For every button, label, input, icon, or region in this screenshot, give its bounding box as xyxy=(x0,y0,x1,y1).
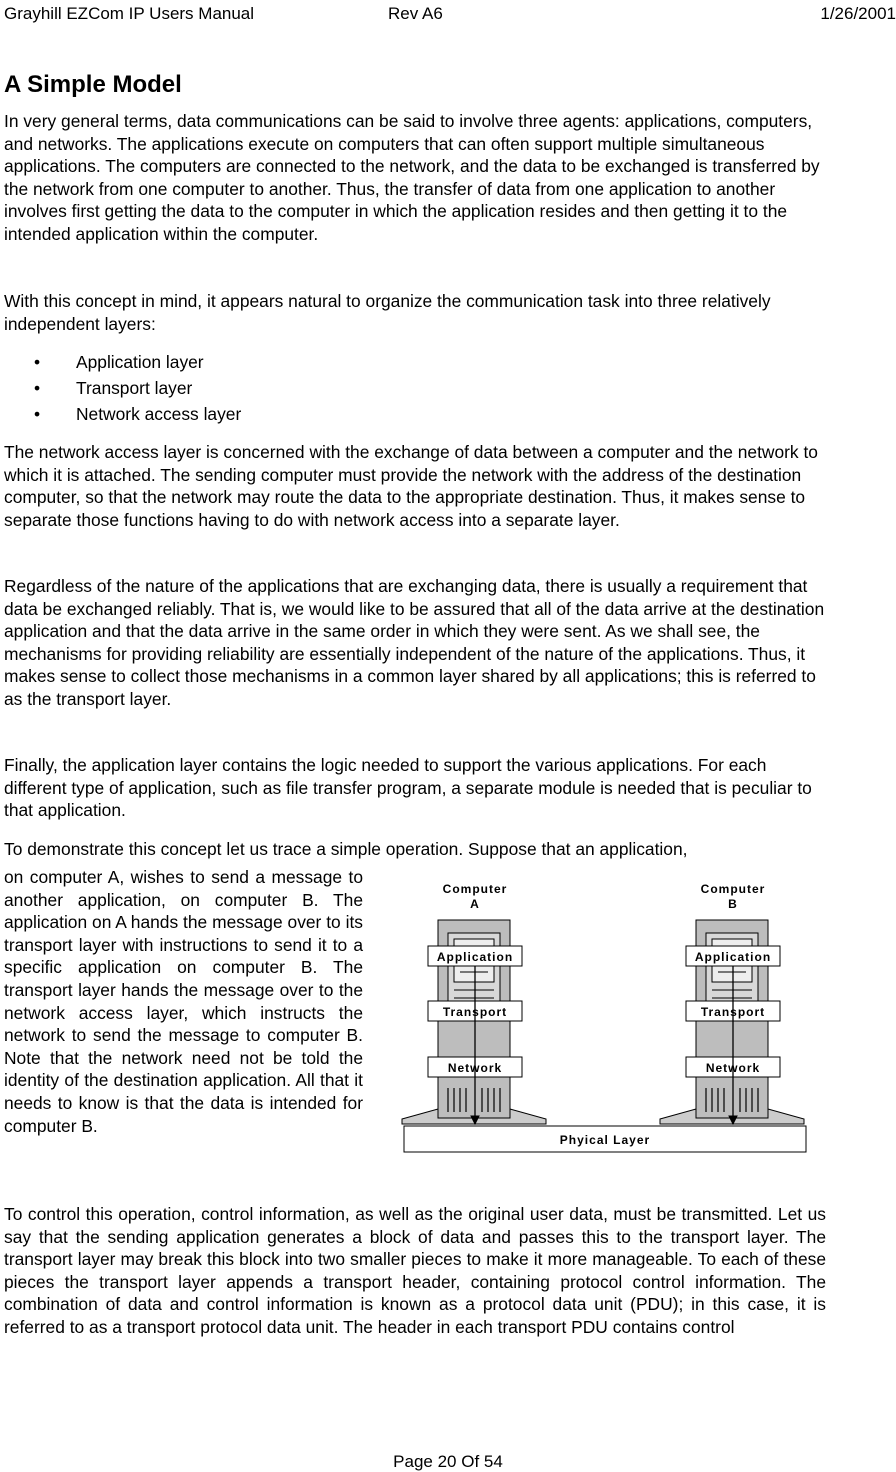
header-revision: Rev A6 xyxy=(388,4,443,23)
computer-a-id: A xyxy=(470,897,480,911)
paragraph-control-info: To control this operation, control information, as well as the original user data, must be transmitted. Let us say that the sending application generates a block of data and passes this to the transport layer. The transport layer may break this block into two smaller pieces to make it more manageable. To each of these pieces the transport layer appends a transport header, containing protocol control information. The combination of data and control information is known as a protocol data unit (PDU); in this case, it is referred to as a transport protocol data unit. The header in each transport PDU contains control xyxy=(4,1204,826,1337)
bullet-icon: • xyxy=(34,404,41,424)
computer-b-application-layer: Application xyxy=(694,950,772,964)
header-manual-title: Grayhill EZCom IP Users Manual xyxy=(4,4,255,23)
bullet-icon: • xyxy=(34,352,41,372)
bullet-item xyxy=(34,403,241,426)
bullet-label: Transport layer xyxy=(76,378,193,398)
paragraph-intro: In very general terms, data communications can be said to involve three agents: applications, computers, and networks. The applications execute on computers that can often support multiple simultaneous applications. The computers are connected to the network, and the data to be exchanged is transferred by the network from one computer to another. Thus, the transfer of data from one application to another involves first getting the data to the computer in which the application resides and then getting it to the intended application within the computer. xyxy=(4,111,820,244)
layer-diagram xyxy=(398,880,808,1160)
paragraph-transport: Regardless of the nature of the applications that are exchanging data, there is usually a requirement that data be exchanged reliably. That is, we would like to be assured that all of the data arrive at the destination application and that the data arrive in the same order in which they were sent. As we shall see, the mechanisms for providing reliability are essentially independent of the nature of the applications. Thus, it makes sense to collect those mechanisms in a common layer shared by all applications; this is referred to as the transport layer. xyxy=(4,576,825,709)
bullet-label: Network access layer xyxy=(76,404,242,424)
computer-a-network-layer: Network xyxy=(447,1061,503,1075)
page-number: Page 20 Of 54 xyxy=(393,1452,503,1471)
computer-b-transport-layer: Transport xyxy=(700,1005,766,1019)
paragraph-layers-intro: With this concept in mind, it appears natural to organize the communication task into three relatively independent layers: xyxy=(4,291,771,334)
computer-a-application-layer: Application xyxy=(436,950,514,964)
computer-b-network-layer: Network xyxy=(705,1061,761,1075)
computer-b-label: Computer xyxy=(700,882,766,896)
paragraph-network-access: The network access layer is concerned with the exchange of data between a computer and the network to which it is attached. The sending computer must provide the network with the address of the destination computer, so that the network may route the data to the appropriate destination. Thus, it makes sense to separate those functions having to do with network access into a separate layer. xyxy=(4,442,818,530)
section-title: A Simple Model xyxy=(4,71,182,98)
paragraph-operation-wrap: on computer A, wishes to send a message to another application, on computer B. The application on A hands the message over to its transport layer with instructions to send it to a specific application on computer B. The transport layer hands the message over to the network access layer, which instructs the network to send the message to computer B. Note that the network need not be told the identity of the destination application. All that it needs to know is that the data is intended for computer B. xyxy=(4,867,363,1136)
bullet-item xyxy=(34,377,192,400)
computer-a-transport-layer: Transport xyxy=(442,1005,508,1019)
computer-b-id: B xyxy=(728,897,738,911)
header-date: 1/26/2001 xyxy=(820,4,896,23)
paragraph-application: Finally, the application layer contains the logic needed to support the various applications. For each different type of application, such as file transfer program, a separate module is needed that is peculiar to that application. xyxy=(4,755,812,821)
bullet-icon: • xyxy=(34,378,41,398)
physical-layer-label: Phyical Layer xyxy=(559,1133,651,1147)
computer-a-label: Computer xyxy=(442,882,508,896)
bullet-item xyxy=(34,351,204,374)
paragraph-operation-lead: To demonstrate this concept let us trace a simple operation. Suppose that an application, xyxy=(4,839,688,859)
bullet-label: Application layer xyxy=(76,352,204,372)
